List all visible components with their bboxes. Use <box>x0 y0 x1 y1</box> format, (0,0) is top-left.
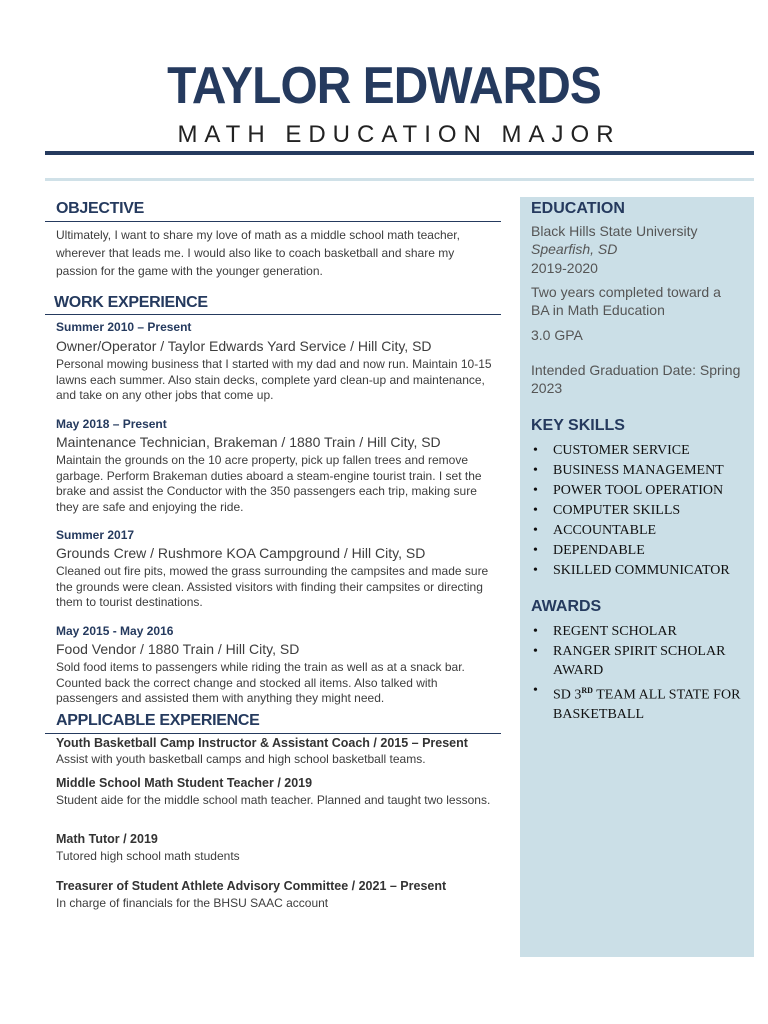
skill-item: • COMPUTER SKILLS <box>531 501 751 520</box>
award-state-ordinal: RD <box>581 686 593 695</box>
applicable-heading-rule <box>45 733 501 734</box>
education-heading: EDUCATION <box>531 200 625 217</box>
experience-description: Tutored high school math students <box>56 849 240 863</box>
experience-description: In charge of financials for the BHSU SAAC account <box>56 896 329 910</box>
education-years: 2019-2020 <box>531 260 598 276</box>
awards-heading: AWARDS <box>531 598 602 615</box>
skill-item: • DEPENDABLE <box>531 541 751 560</box>
skill-item: • BUSINESS MANAGEMENT <box>531 461 751 480</box>
experience-title: Math Tutor / 2019 <box>56 832 158 846</box>
skill-item: • POWER TOOL OPERATION <box>531 481 751 500</box>
applicable-heading: APPLICABLE EXPERIENCE <box>56 712 260 729</box>
header-divider <box>45 151 754 155</box>
education-progress: Two years completed toward a BA in Math Education <box>531 284 721 318</box>
education-graduation: Intended Graduation Date: Spring 2023 <box>531 362 741 396</box>
experience-title: Youth Basketball Camp Instructor & Assistant Coach / 2015 – Present <box>56 736 468 750</box>
job-description: Maintain the grounds on the 10 acre property, pick up fallen trees and remove garbage. Perform Brakeman duties aboard a steam-engine tourist train. I set the brake and assist the Conductor with the 350 passengers each trip, making sure they are safe and enjoying the ride. <box>56 453 482 514</box>
awards-list <box>531 622 751 725</box>
award-item: • REGENT SCHOLAR <box>531 622 751 641</box>
job-date: May 2018 – Present <box>56 417 167 431</box>
header-divider-light <box>45 178 754 181</box>
job-description: Sold food items to passengers while riding the train as well as at a snack bar. Counted back the correct change and stocked all items. Also talked with passengers and assisted them with anything they might need. <box>56 660 465 705</box>
education-school: Black Hills State University <box>531 223 698 239</box>
job-date: Summer 2017 <box>56 528 135 542</box>
skills-heading: KEY SKILLS <box>531 417 625 434</box>
experience-title: Treasurer of Student Athlete Advisory Committee / 2021 – Present <box>56 879 447 893</box>
award-state-prefix: SD 3 <box>553 687 582 703</box>
experience-title: Middle School Math Student Teacher / 2019 <box>56 776 313 790</box>
award-item: • RANGER SPIRIT SCHOLAR AWARD <box>531 642 751 680</box>
education-gpa: 3.0 GPA <box>531 327 583 343</box>
job-title: Owner/Operator / Taylor Edwards Yard Service / Hill City, SD <box>56 338 432 354</box>
work-heading-rule <box>45 314 501 315</box>
experience-description: Student aide for the middle school math teacher. Planned and taught two lessons. <box>56 793 491 807</box>
objective-heading-rule <box>45 221 501 222</box>
skill-item: • SKILLED COMMUNICATOR <box>531 561 751 580</box>
work-heading: WORK EXPERIENCE <box>54 294 208 311</box>
job-date: Summer 2010 – Present <box>56 320 192 334</box>
education-location: Spearfish, SD <box>531 241 618 257</box>
candidate-name: TAYLOR EDWARDS <box>167 57 601 115</box>
skill-item: • ACCOUNTABLE <box>531 521 751 540</box>
skill-item: • CUSTOMER SERVICE <box>531 441 751 460</box>
job-title: Food Vendor / 1880 Train / Hill City, SD <box>56 641 300 657</box>
job-title: Maintenance Technician, Brakeman / 1880 Train / Hill City, SD <box>56 434 441 450</box>
objective-text: Ultimately, I want to share my love of math as a middle school math teacher, wherever that leads me. I would also like to coach basketball and share my passion for the game with the younger generation. <box>56 228 460 278</box>
job-description: Cleaned out fire pits, mowed the grass surrounding the campsites and made sure the grounds were clean. Assisted visitors with finding their campsites or directing them to tourist destinations. <box>56 564 489 609</box>
award-item-state <box>531 681 751 724</box>
objective-heading: OBJECTIVE <box>56 200 144 217</box>
skills-list <box>531 441 751 581</box>
job-title: Grounds Crew / Rushmore KOA Campground / Hill City, SD <box>56 545 426 561</box>
experience-description: Assist with youth basketball camps and high school basketball teams. <box>56 752 426 766</box>
job-date: May 2015 - May 2016 <box>56 624 174 638</box>
candidate-major: MATH EDUCATION MAJOR <box>177 121 621 148</box>
job-description: Personal mowing business that I started with my dad and now run. Maintain 10-15 lawns each summer. Also stain decks, complete yard clean-up and maintenance, and take on any other jobs that come up. <box>56 357 492 402</box>
award-state-suffix: TEAM ALL STATE FOR BASKETBALL <box>553 687 741 722</box>
